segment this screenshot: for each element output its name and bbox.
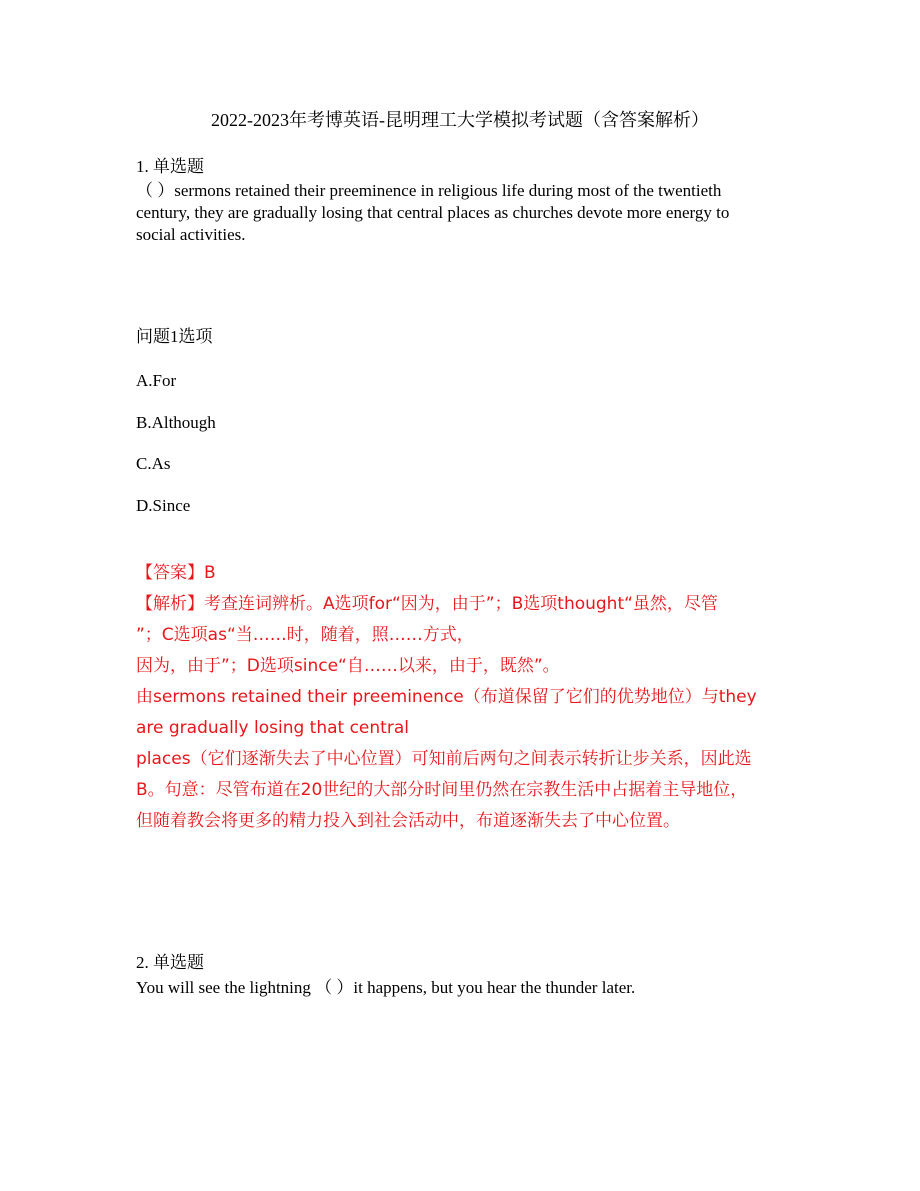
analysis-line: 但随着教会将更多的精力投入到社会活动中，布道逐渐失去了中心位置。 [136,811,680,831]
answer-label: 【答案】B [136,563,216,583]
document-title: 2022-2023年考博英语-昆明理工大学模拟考试题（含答案解析） [211,110,709,130]
question-1-stem-line: social activities. [136,225,246,244]
option-a: A.For [136,371,177,390]
question-2-header: 2. 单选题 [136,953,204,972]
option-b: B.Although [136,413,216,432]
option-d: D.Since [136,496,191,515]
question-1-header: 1. 单选题 [136,157,204,176]
analysis-line: places（它们逐渐失去了中心位置）可知前后两句之间表示转折让步关系，因此选 [136,749,752,769]
question-1-stem-line: century, they are gradually losing that central places as churches devote more energy to [136,203,730,222]
analysis-line: 【解析】考查连词辨析。A选项for“因为，由于”；B选项thought“虽然，尽管 [136,594,718,614]
analysis-line: ”；C选项as“当……时，随着，照……方式， [136,625,474,645]
option-c: C.As [136,454,171,473]
question-1-stem-line: （ ）sermons retained their preeminence in religious life during most of the twentieth [136,181,722,200]
analysis-line: 因为，由于”；D选项since“自……以来，由于，既然”。 [136,656,560,676]
analysis-line: 由sermons retained their preeminence（布道保留了它们的优势地位）与they [136,687,757,707]
question-1-stem [136,180,786,246]
question-1-options-header: 问题1选项 [136,327,213,346]
analysis-line: are gradually losing that central [136,718,409,738]
analysis-line: B。句意：尽管布道在20世纪的大部分时间里仍然在宗教生活中占据着主导地位， [136,780,748,800]
question-2-stem: You will see the lightning （ ）it happens, but you hear the thunder later. [136,978,636,997]
